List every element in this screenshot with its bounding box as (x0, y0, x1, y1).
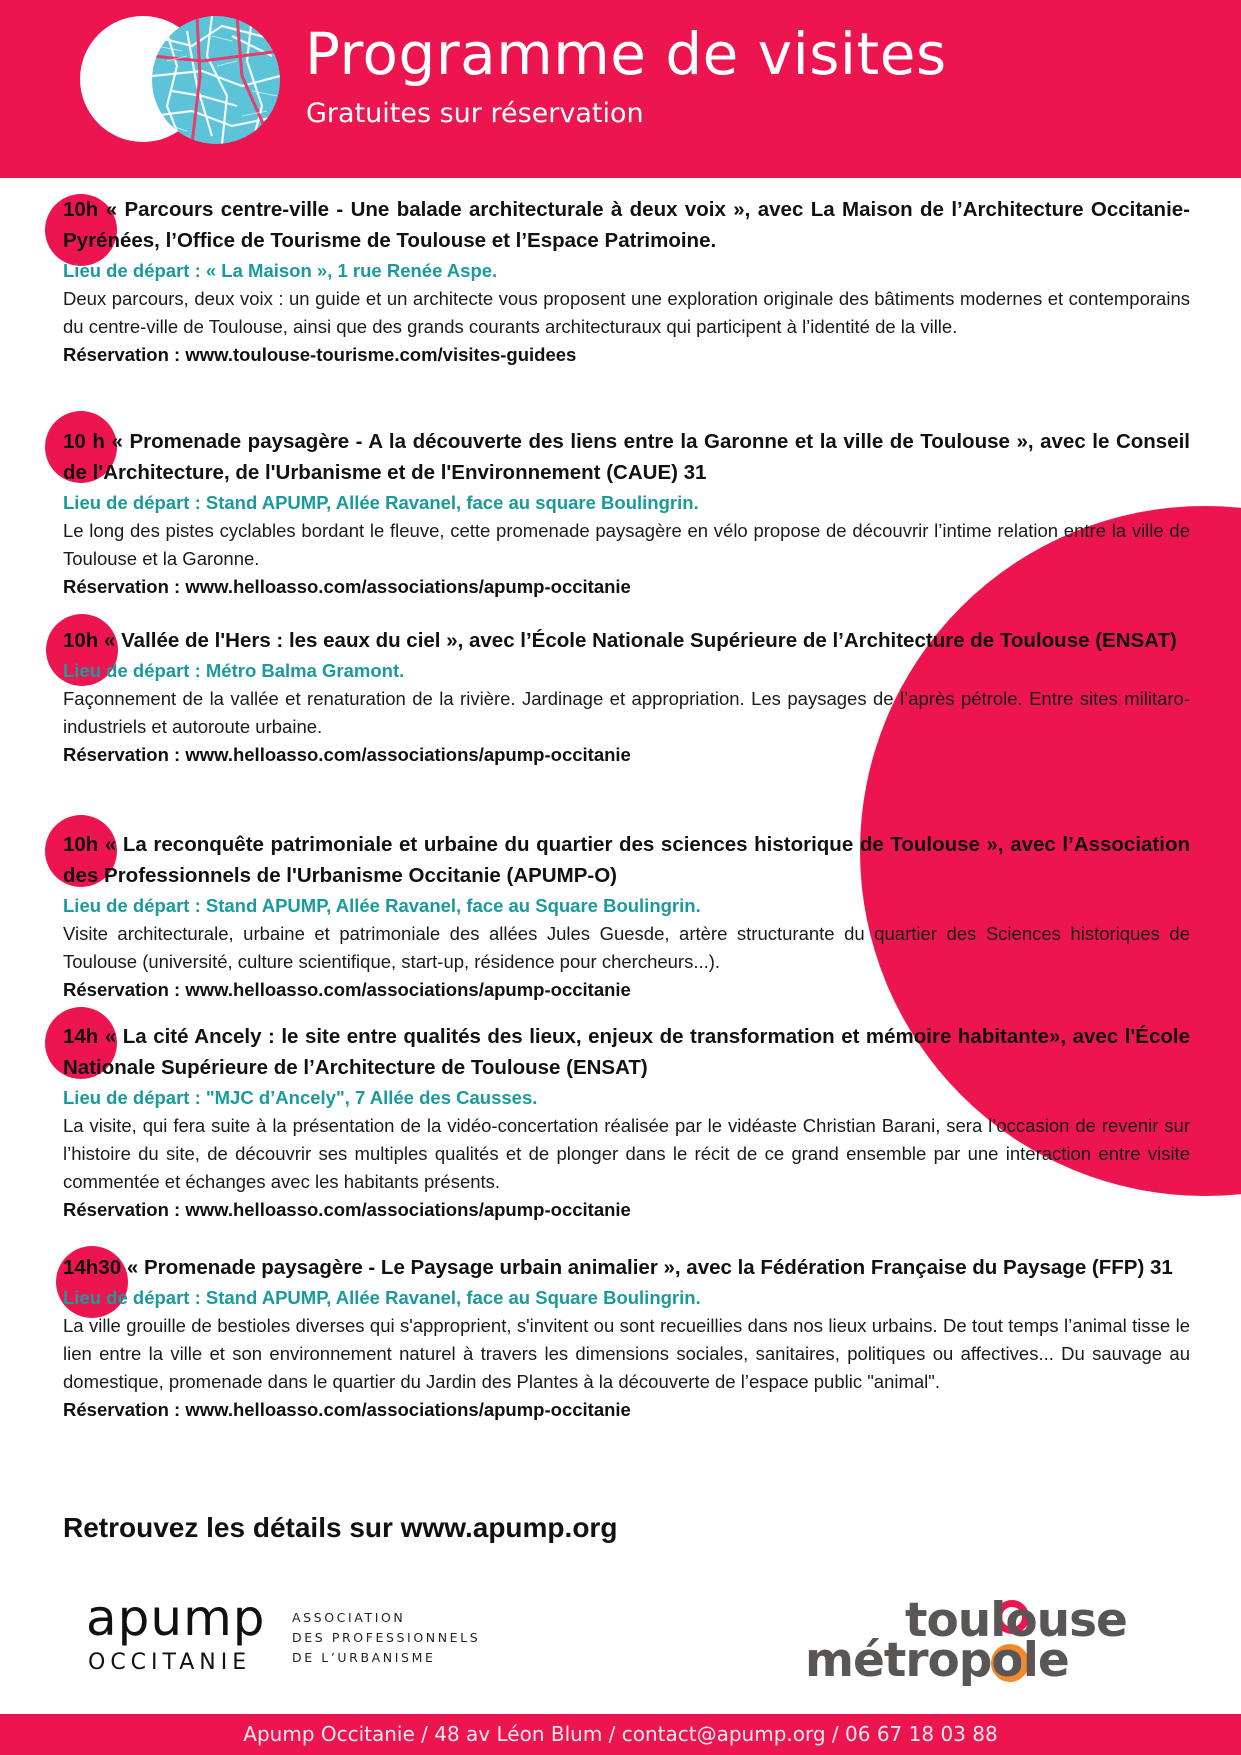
visit-description: Deux parcours, deux voix : un guide et un architecte vous proposent une exploration originale des bâtiments modernes et contemporains du centre-ville de Toulouse, ainsi que des grands courants architecturaux qui participent à l’identité de la ville. (63, 288, 1190, 337)
visit-reservation-link[interactable]: Réservation : www.helloasso.com/associations/apump-occitanie (63, 1399, 631, 1420)
visit-title: 10h « La reconquête patrimoniale et urbaine du quartier des sciences historique de Toulouse », avec l’Association des Professionnels de l'Urbanisme Occitanie (APUMP-O) (63, 833, 1190, 887)
visit-item (63, 1252, 1190, 1424)
visit-departure: Lieu de départ : « La Maison », 1 rue Renée Aspe. (63, 260, 498, 281)
apump-region: OCCITANIE (88, 1650, 252, 1675)
visit-title: 10 h « Promenade paysagère - A la découverte des liens entre la Garonne et la ville de Toulouse », avec le Conseil de l'Architecture, de l'Urbanisme et de l'Environnement (CAUE) 31 (63, 430, 1190, 484)
apump-wordmark: apump (86, 1589, 266, 1647)
visit-departure: Lieu de départ : Stand APUMP, Allée Ravanel, face au Square Boulingrin. (63, 895, 701, 916)
visit-description: Visite architecturale, urbaine et patrimoniale des allées Jules Guesde, artère structurante du quartier des Sciences historiques de Toulouse (université, culture scientifique, start-up, résidence pour chercheurs...). (63, 923, 1190, 972)
visit-reservation-link[interactable]: Réservation : www.toulouse-tourisme.com/visites-guidees (63, 344, 577, 365)
visit-time: 14h (63, 1025, 99, 1048)
page-subtitle: Gratuites sur réservation (306, 98, 644, 129)
visit-title: 14h « La cité Ancely : le site entre qualités des lieux, enjeux de transformation et mémoire habitante», avec l'École Nationale Supérieure de l’Architecture de Toulouse (ENSAT) (63, 1025, 1190, 1079)
map-circle-icon (152, 16, 280, 144)
visit-departure: Lieu de départ : Stand APUMP, Allée Ravanel, face au Square Boulingrin. (63, 1287, 701, 1308)
header-banner (0, 0, 1241, 178)
visit-time: 10 h (63, 430, 105, 453)
apump-logo (86, 1590, 486, 1680)
visit-description: Le long des pistes cyclables bordant le fleuve, cette promenade paysagère en vélo propose de découvrir l’intime relation entre la ville de Toulouse et la Garonne. (63, 520, 1190, 569)
city-map-graphic (152, 16, 280, 144)
visit-item (63, 1021, 1190, 1224)
visit-departure: Lieu de départ : Métro Balma Gramont. (63, 660, 405, 681)
visit-departure: Lieu de départ : Stand APUMP, Allée Ravanel, face au square Boulingrin. (63, 492, 699, 513)
apump-association-text: ASSOCIATION DES PROFESSIONNELS DE L’URBANISME (292, 1610, 481, 1665)
visit-reservation-link[interactable]: Réservation : www.helloasso.com/associations/apump-occitanie (63, 979, 631, 1000)
visit-reservation-link[interactable]: Réservation : www.helloasso.com/associations/apump-occitanie (63, 576, 631, 597)
visit-item (63, 625, 1190, 769)
visit-time: 10h (63, 833, 99, 856)
toulouse-metropole-logo (805, 1593, 1135, 1688)
visit-description: Façonnement de la vallée et renaturation de la rivière. Jardinage et appropriation. Les paysages de l’après pétrole. Entre sites militaro-industriels et autoroute urbaine. (63, 688, 1190, 737)
tm-line-toulouse: toulouse (905, 1593, 1127, 1648)
visit-title: 10h « Vallée de l'Hers : les eaux du ciel », avec l’École Nationale Supérieure de l’Architecture de Toulouse (ENSAT) (63, 629, 1177, 652)
visit-item (63, 829, 1190, 1004)
visit-title: 10h « Parcours centre-ville - Une balade architecturale à deux voix », avec La Maison de l’Architecture Occitanie-Pyrénées, l’Office de Tourisme de Toulouse et l’Espace Patrimoine. (63, 198, 1190, 252)
visit-reservation-link[interactable]: Réservation : www.helloasso.com/associations/apump-occitanie (63, 1199, 631, 1220)
visit-description: La ville grouille de bestioles diverses qui s'approprient, s'invitent ou sont recueillies dans nos lieux urbains. De tout temps l’animal tisse le lien entre la ville et son environnement naturel à travers les dimensions sociales, sanitaires, politiques ou affectives... Du sauvage au domestique, promenade dans le quartier du Jardin des Plantes à la découverte de l’espace public "animal". (63, 1315, 1190, 1392)
visit-departure: Lieu de départ : "MJC d’Ancely", 7 Allée des Causses. (63, 1087, 538, 1108)
visit-time: 14h30 (63, 1256, 122, 1279)
visit-item (63, 426, 1190, 601)
visit-reservation-link[interactable]: Réservation : www.helloasso.com/associations/apump-occitanie (63, 744, 631, 765)
page-title: Programme de visites (305, 20, 947, 88)
visit-time: 10h (63, 198, 99, 221)
tm-line-metropole: métropole (805, 1633, 1069, 1688)
details-link[interactable]: Retrouvez les détails sur www.apump.org (63, 1512, 618, 1543)
visit-description: La visite, qui fera suite à la présentation de la vidéo-concertation réalisée par le vidéaste Christian Barani, sera l’occasion de revenir sur l’histoire du site, de découvrir ses multiples qualités et de plonger dans le récit de ce grand ensemble par une interaction entre visite commentée et échanges avec les habitants présents. (63, 1115, 1190, 1192)
footer-contact: Apump Occitanie / 48 av Léon Blum / contact@apump.org / 06 67 18 03 88 (0, 1714, 1241, 1755)
visit-time: 10h (63, 629, 99, 652)
visit-item (63, 194, 1190, 369)
visit-title: 14h30 « Promenade paysagère - Le Paysage urbain animalier », avec la Fédération Française du Paysage (FFP) 31 (63, 1256, 1173, 1279)
